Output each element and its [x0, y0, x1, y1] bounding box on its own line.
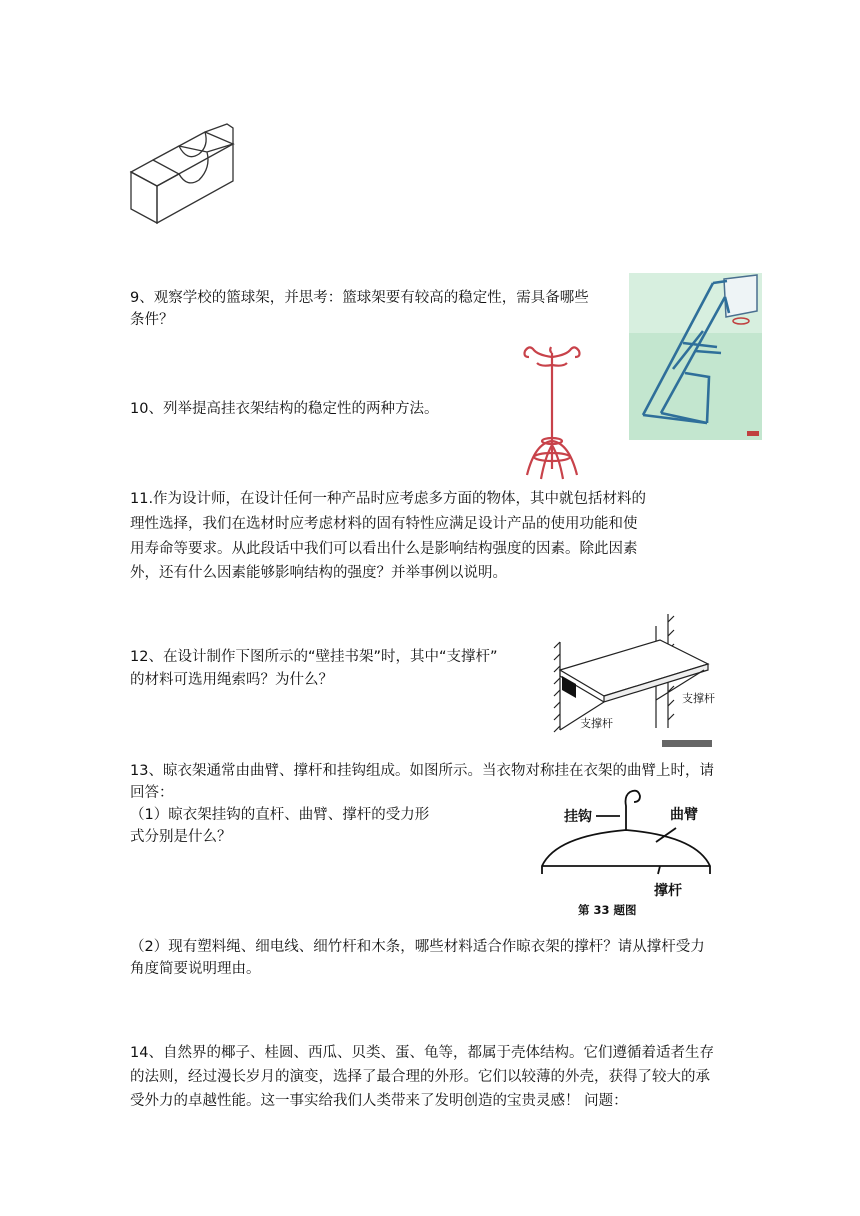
q13-line-2: 回答： [130, 785, 174, 801]
figure-caption: 第 33 题图 [578, 903, 637, 917]
q13-sub1-line-1: （1）晾衣架挂钩的直杆、曲臂、撑杆的受力形 [130, 807, 430, 823]
support-rod-label-right: 支撑杆 [682, 692, 715, 705]
q9-line-1: 9、观察学校的篮球架，并思考：篮球架要有较高的稳定性，需具备哪些 [130, 290, 589, 306]
q11-line-1: 11.作为设计师，在设计任何一种产品时应考虑多方面的物体，其中就包括材料的 [130, 491, 647, 507]
q13-sub2-line-2: 角度简要说明理由。 [130, 961, 261, 977]
q13-sub2-line-1: （2）现有塑料绳、细电线、细竹杆和木条，哪些材料适合作晾衣架的撑杆？请从撑杆受力 [130, 939, 705, 955]
hook-label: 挂钩 [564, 809, 592, 825]
q11-line-3: 用寿命等要求。从此段话中我们可以看出什么是影响结构强度的因素。除此因素 [130, 541, 638, 557]
q14-line-1: 14、自然界的椰子、桂圆、西瓜、贝类、蛋、龟等，都属于壳体结构。它们遵循着适者生存 [130, 1045, 714, 1061]
q10-line-1: 10、列举提高挂衣架结构的稳定性的两种方法。 [130, 401, 439, 417]
q13-line-1: 13、晾衣架通常由曲臂、撑杆和挂钩组成。如图所示。当衣物对称挂在衣架的曲臂上时，请 [130, 763, 714, 779]
rod-label: 撑杆 [654, 883, 682, 899]
q14-line-2: 的法则，经过漫长岁月的演变，选择了最合理的外形。它们以较薄的外壳，获得了较大的承 [130, 1069, 710, 1085]
q11-line-4: 外，还有什么因素能够影响结构的强度？并举事例以说明。 [130, 565, 507, 581]
q11-line-2: 理性选择，我们在选材时应考虑材料的固有特性应满足设计产品的使用功能和使 [130, 516, 638, 532]
coat-rack-image [515, 345, 590, 483]
q9-line-2: 条件？ [130, 312, 174, 328]
support-rod-label-left: 支撑杆 [580, 717, 613, 730]
hanger-figure [536, 782, 716, 920]
q12-line-1: 12、在设计制作下图所示的“壁挂书架”时，其中“支撑杆” [130, 649, 498, 665]
q14-line-3: 受外力的卓越性能。这一事实给我们人类带来了发明创造的宝贵灵感！ 问题： [130, 1093, 628, 1109]
basketball-stand-image [629, 273, 762, 440]
q13-sub1-line-2: 式分别是什么？ [130, 829, 232, 845]
arm-label: 曲臂 [670, 807, 698, 823]
q12-line-2: 的材料可选用绳索吗？为什么？ [130, 672, 333, 688]
block-figure [125, 122, 240, 227]
wall-shelf-figure [550, 612, 720, 752]
